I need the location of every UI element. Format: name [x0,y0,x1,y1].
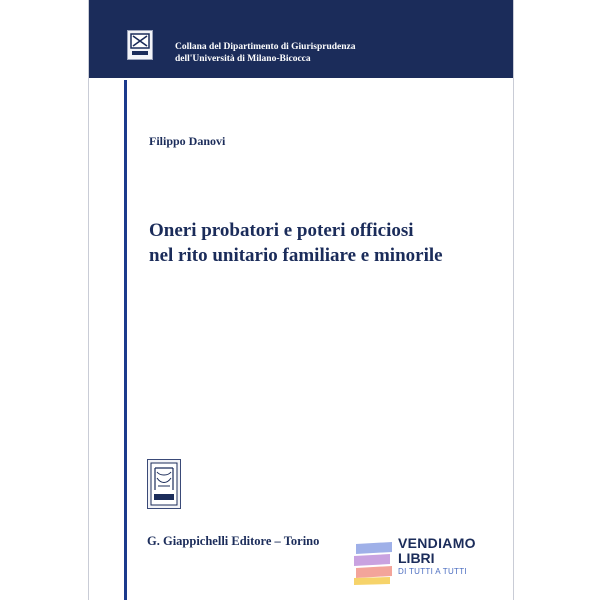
series-name [175,41,356,65]
book-cover [88,0,514,600]
university-logo-icon [127,30,153,60]
watermark-line-2: LIBRI [398,550,435,566]
watermark-line-1: VENDIAMO [398,535,476,551]
author-name: Filippo Danovi [149,134,226,148]
watermark-logo [352,536,492,592]
watermark-text [398,536,476,578]
publisher-logo-icon [147,459,181,509]
title-line-2: nel rito unitario familiare e minorile [149,245,443,266]
book-stack-icon [352,540,394,586]
watermark-line-3: DI TUTTI A TUTTI [398,567,467,576]
book-title [149,218,489,268]
series-line-2: dell'Università di Milano-Bicocca [175,54,311,64]
series-line-1: Collana del Dipartimento di Giurisprudenza [175,42,356,52]
series-band [89,0,513,78]
vertical-rule [124,80,127,600]
publisher-name: G. Giappichelli Editore – Torino [147,534,320,548]
title-line-1: Oneri probatori e poteri officiosi [149,220,414,241]
